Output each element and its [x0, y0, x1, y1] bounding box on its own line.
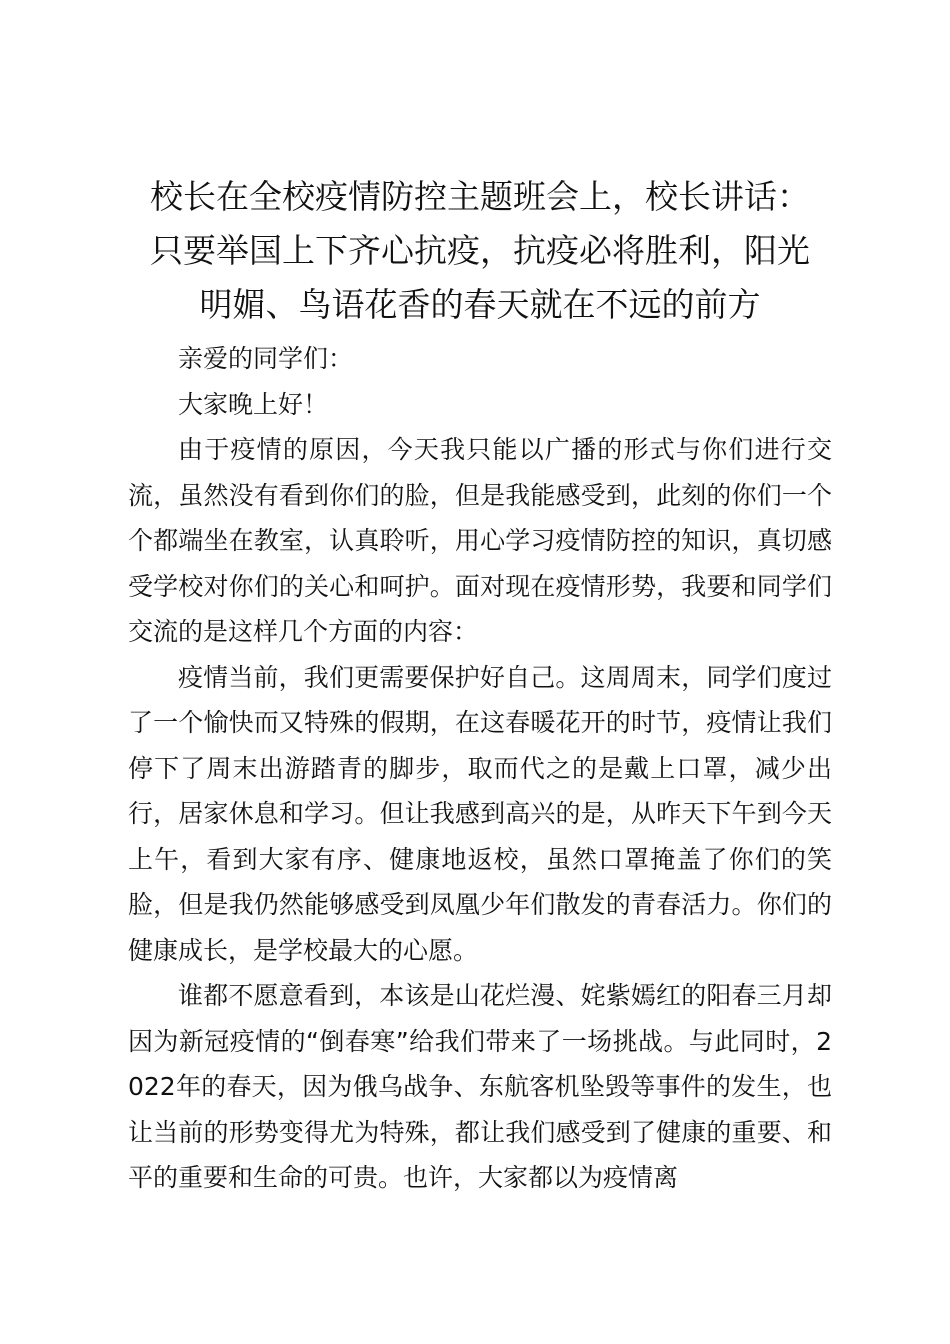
greeting: 大家晚上好！	[178, 389, 329, 419]
title-line-1: 校长在全校疫情防控主题班会上，校长讲话：	[150, 177, 810, 216]
document-page	[128, 170, 832, 1201]
paragraph-2: 疫情当前，我们更需要保护好自己。这周周末，同学们度过了一个愉快而又特殊的假期，在这春暖花开的时节，疫情让我们停下了周末出游踏青的脚步，取而代之的是戴上口罩，减少出行，居家休息和学习。但让我感到高兴的是，从昨天下午到今天上午，看到大家有序、健康地返校，虽然口罩掩盖了你们的笑脸，但是我仍然能够感受到凤凰少年们散发的青春活力。你们的健康成长，是学校最大的心愿。	[128, 662, 832, 965]
paragraph-1: 由于疫情的原因，今天我只能以广播的形式与你们进行交流，虽然没有看到你们的脸，但是我能感受到，此刻的你们一个个都端坐在教室，认真聆听，用心学习疫情防控的知识，真切感受学校对你们的关心和呵护。面对现在疫情形势，我要和同学们交流的是这样几个方面的内容：	[128, 435, 832, 646]
paragraph-3: 谁都不愿意看到，本该是山花烂漫、姹紫嫣红的阳春三月却因为新冠疫情的“倒春寒”给我们带来了一场挑战。与此同时，2022年的春天，因为俄乌战争、东航客机坠毁等事件的发生，也让当前的形势变得尤为特殊，都让我们感受到了健康的重要、和平的重要和生命的可贵。也许，大家都以为疫情离	[128, 981, 832, 1192]
title-line-3: 明媚、鸟语花香的春天就在不远的前方	[199, 285, 761, 324]
document-body	[128, 336, 832, 1201]
salutation: 亲爱的同学们：	[178, 344, 354, 373]
title-line-2: 只要举国上下齐心抗疫，抗疫必将胜利，阳光	[150, 231, 810, 270]
document-title	[128, 170, 832, 332]
